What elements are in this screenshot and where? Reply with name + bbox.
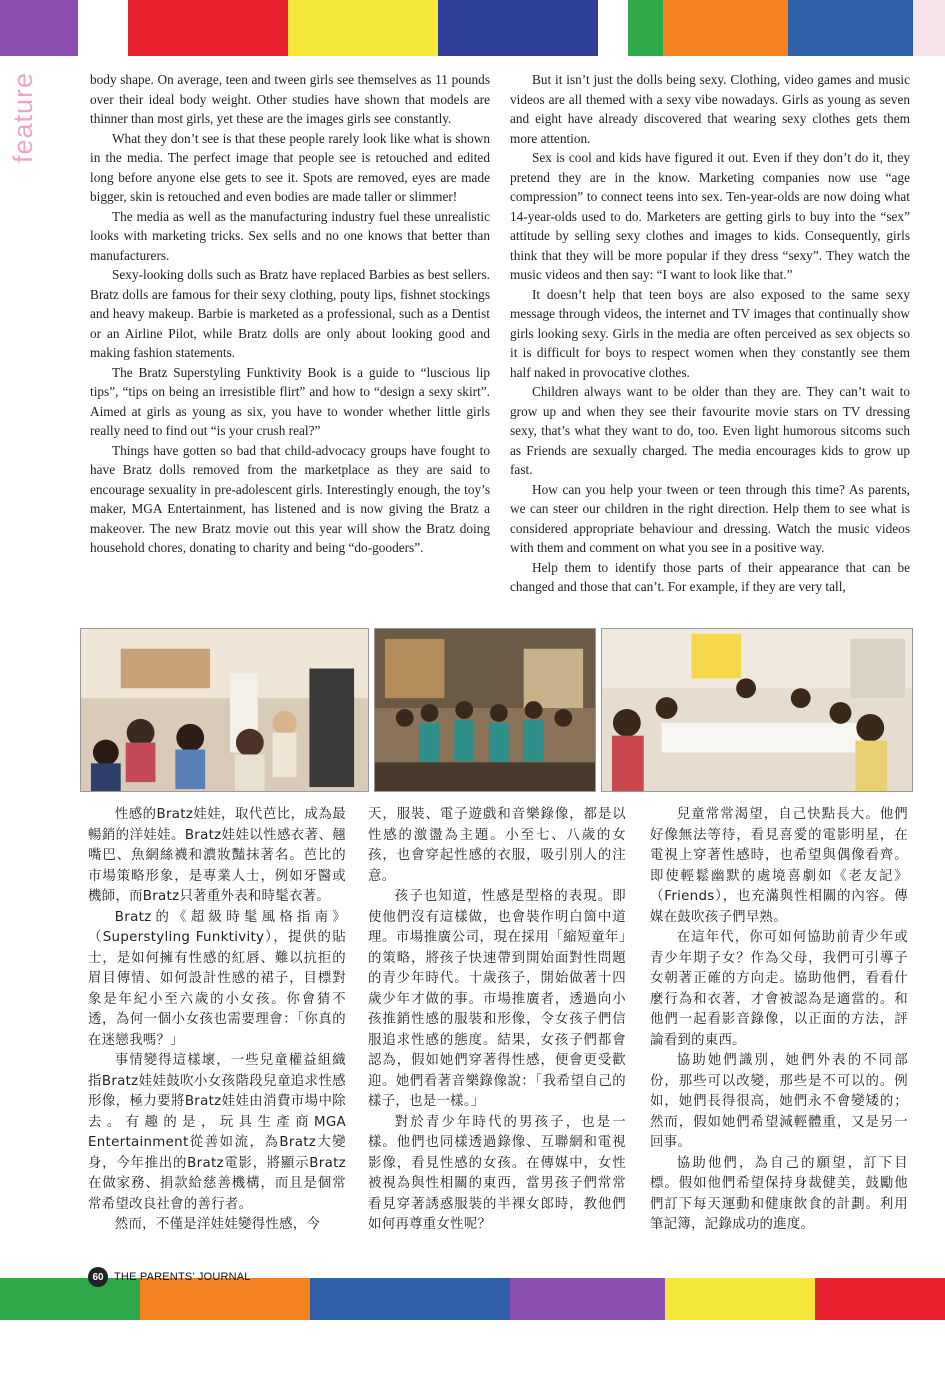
en-paragraph: It doesn’t help that teen boys are also exposed to the same sexy message through videos, the internet and TV images that continually show girls looking sexy. Girls in the media are often perceived as sex objects so it is difficult for boys to respect women when they constantly see them half naked in provocative clothes. [510,286,910,380]
color-bar-segment [128,0,288,56]
zh-paragraph: 事情變得這樣壞，一些兒童權益組織指Bratz娃娃鼓吹小女孩階段兒童追求性感形像，極力要將Bratz娃娃由消費市場中除去。有趣的是，玩具生產商MGA Entertainment從善如流，為Bratz大變身，今年推出的Bratz電影，將顯示Bratz在做家務、捐款給慈善機構，而且是個常常希望改良社會的善行者。 [88,1053,346,1212]
en-paragraph: Sex is cool and kids have figured it out. Even if they don’t do it, they pretend they are in the know. Marketing companies now use “age compression” to connect teens into sex. Ten-year-olds are now doing what 14-year-olds used to do. Marketers are getting girls to buy into the “sex” attitude by selling sexy clothes and images to kids. Consequently, girls think that they will be more popular if they dress “sexy”. They watch the music videos and then say: “I want to look like that.” [510,150,910,282]
en-paragraph: Children always want to be older than they are. They can’t wait to grow up and when they see their favourite movie stars on TV dressing sexy, that’s what they want to do, too. Even light humorous sitcoms such as Friends are sexually charged. The media encourages kids to grow up fast. [510,384,910,477]
color-bar-segment [663,0,788,56]
color-bar-segment [288,0,438,56]
zh-paragraph: 兒童常常渴望，自己快點長大。他們好像無法等待，看見喜愛的電影明星，在電視上穿著性感時，也希望與偶像看齊。即使輕鬆幽默的處境喜劇如《老友記》（Friends），也充滿與性相關的內容。傳媒在鼓吹孩子們早熟。 [650,807,908,925]
zh-paragraph: 協助他們，為自己的願望，訂下目標。假如他們希望保持身裁健美，鼓勵他們訂下每天運動和健康飲食的計劃。利用筆記簿，記錄成功的進度。 [650,1155,908,1232]
zh-paragraph: 天，服裝、電子遊戲和音樂錄像，都是以性感的激盪為主題。小至七、八歲的女孩，也會穿起性感的衣服，吸引別人的注意。 [368,807,626,884]
chinese-column-3 [650,805,908,1236]
en-paragraph: Help them to identify those parts of their appearance that can be changed and those that can’t. For example, if they are very tall, [510,559,910,594]
en-paragraph: body shape. On average, teen and tween girls see themselves as 11 pounds over their ideal body weight. Other studies have shown that models are thinner than most girls, yet these are the images girls see constantly. [90,72,490,126]
zh-paragraph: 在這年代，你可如何協助前青少年或青少年期子女？作為父母，我們可引導子女朝著正確的方向走。協助他們，看看什麼行為和衣著，才會被認為是適當的。和他們一起看影音錄像，以正面的方法，評論看到的東西。 [650,930,908,1048]
zh-paragraph: 性感的Bratz娃娃，取代芭比，成為最暢銷的洋娃娃。Bratz娃娃以性感衣著、翹嘴巴、魚網絲襪和濃妝豔抹著名。芭比的市場策略形象，是專業人士，例如牙醫或機師，而Bratz只著重外表和時髦衣著。 [88,807,346,904]
en-paragraph: The media as well as the manufacturing industry fuel these unrealistic looks with marketing tricks. Sex sells and no one knows that better than manufacturers. [90,208,490,263]
en-paragraph: What they don’t see is that these people rarely look like what is shown in the media. The perfect image that people see is retouched and edited long before anyone else gets to see it. Spots are removed, eyes are made bigger, skin is retouched and even bodies are made taller or slimmer! [90,130,490,204]
page-number: 60 [88,1267,108,1287]
color-bar-segment [510,1278,665,1320]
photo-workshop-3 [601,628,913,792]
en-paragraph: Sexy-looking dolls such as Bratz have replaced Barbies as best sellers. Bratz dolls are famous for their sexy clothing, pouty lips, fishnet stockings and heavy makeup. Barbie is marketed as a professional, such as a Dentist or an Airline Pilot, while Bratz dolls are only about looking good and making fashion statements. [90,267,490,360]
photo-workshop-1 [80,628,369,792]
zh-paragraph: 對於青少年時代的男孩子，也是一樣。他們也同樣透過錄像、互聯網和電視影像，看見性感的女孩。在傳媒中，女性被視為與性相關的東西，當男孩子們常常看見穿著誘惑服裝的半裸女郎時，教他們如何再尊重女性呢？ [368,1114,626,1232]
chinese-column-2 [368,805,626,1236]
color-bar-segment [310,1278,510,1320]
en-paragraph: But it isn’t just the dolls being sexy. Clothing, video games and music videos are all themed with a sexy vibe nowadays. Girls as young as seven and eight have already discovered that wearing sexy clothes gets them more attention. [510,72,910,146]
english-column-1 [90,70,490,558]
color-bar-segment [628,0,663,56]
color-bar-segment [815,1278,945,1320]
color-bar-segment [78,0,128,56]
page-footer [88,1266,251,1288]
color-bar-segment [788,0,913,56]
zh-paragraph: 然而，不僅是洋娃娃變得性感，今 [114,1217,321,1232]
color-bar-segment [913,0,945,56]
color-bar-segment [0,0,78,56]
chinese-column-1 [88,805,346,1236]
zh-paragraph: 孩子也知道，性感是型格的表現。即使他們沒有這樣做，也會裝作明白箇中道理。市場推廣公司，現在採用「縮短童年」的策略，將孩子快速帶到開始面對性問題的青少年時代。十歲孩子，開始做著十四歲少年才做的事。市場推廣者，透過向小孩推銷性感的服裝和形像，令女孩子們信服追求性感的態度。結果，女孩子們都會認為，假如她們穿著得性感，便會更受歡迎。她們看著音樂錄像說：「我希望自己的樣子，也是一樣。」 [368,889,626,1109]
section-label: feature [8,71,38,163]
zh-paragraph: 協助她們識別，她們外表的不同部份，那些可以改變，那些是不可以的。例如，她們長得很高，她們永不會變矮的；然而，假如她們希望減輕體重，又是另一回事。 [650,1053,908,1150]
color-bar-segment [598,0,628,56]
journal-name: THE PARENTS’ JOURNAL [114,1271,251,1283]
color-bar-segment [438,0,598,56]
en-paragraph: The Bratz Superstyling Funktivity Book is a guide to “luscious lip tips”, “tips on being an irresistible flirt” and how to “design a sexy skirt”. Aimed at girls as young as six, you have to wonder whether little girls really need to find out “is your crush real?” [90,364,490,438]
color-bar-segment [665,1278,815,1320]
en-paragraph: Things have gotten so bad that child-advocacy groups have fought to have Bratz dolls removed from the marketplace as they are said to encourage sexuality in pre-adolescent girls. Interestingly enough, the toy’s maker, MGA Entertainment, has listened and is now giving the Bratz a makeover. The new Bratz movie out this year will show the Bratz doing household chores, donating to charity and being “do-gooders”. [90,442,490,555]
english-column-2 [510,70,910,597]
top-color-bar [0,0,945,56]
photo-workshop-2 [374,628,596,792]
zh-paragraph: Bratz的《超級時髦風格指南》（Superstyling Funktivity），提供的貼士，是如何擁有性感的紅唇、難以抗拒的眉目傳情、如何設計性感的裙子，目標對象是年紀小至六歲的小女孩。你會猜不透，為何一個小女孩也需要理會：「你真的在迷戀我嗎？」 [88,909,346,1048]
en-paragraph: How can you help your tween or teen through this time? As parents, we can steer our children in the right direction. Help them to see what is considered appropriate behaviour and dressing. Watch the music videos with them and comment on what you see in a positive way. [510,481,910,555]
